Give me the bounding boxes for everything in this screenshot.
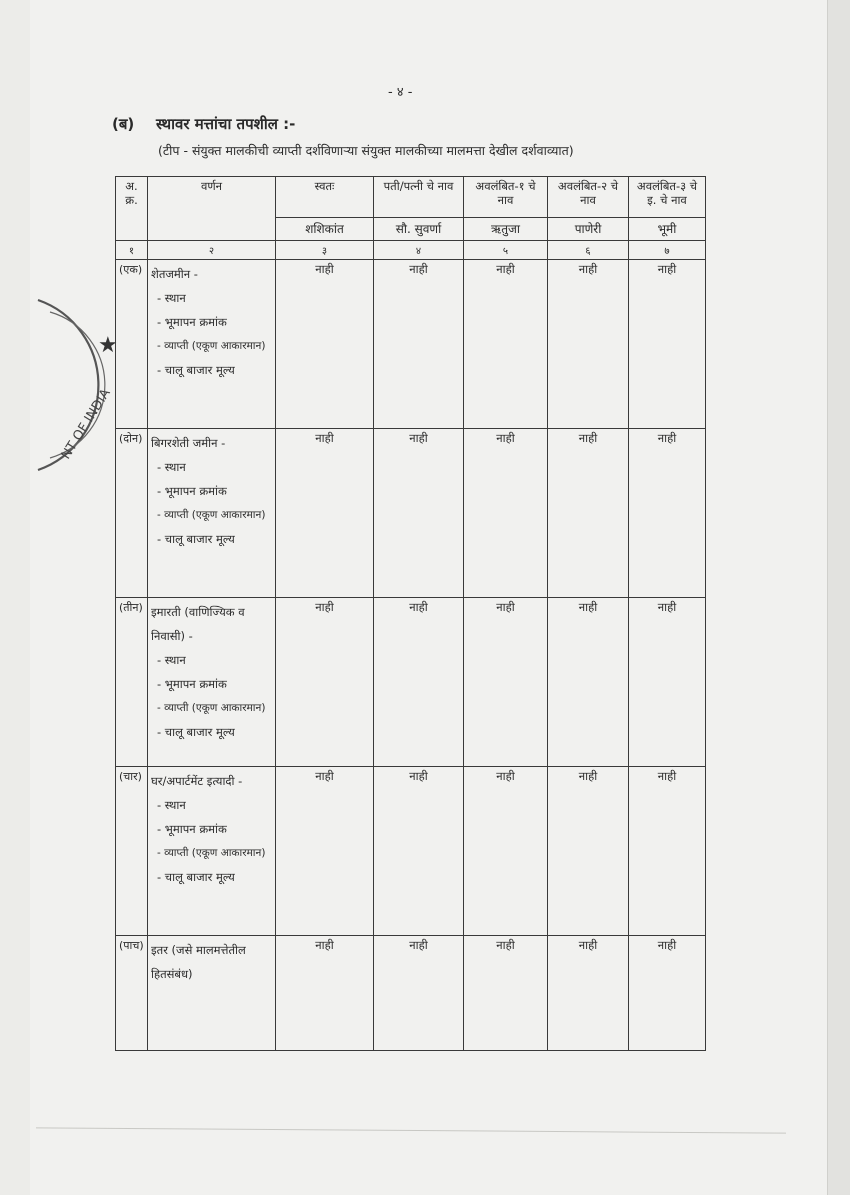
official-stamp (28, 290, 124, 480)
row-serial: (दोन) (116, 429, 148, 598)
column-number: ६ (548, 241, 629, 260)
value-dependent2: नाही (548, 598, 629, 767)
value-dependent2: नाही (548, 260, 629, 429)
row-description (148, 429, 276, 598)
row-title: शेतजमीन - (151, 267, 198, 281)
value-dependent1: नाही (464, 260, 548, 429)
immovable-assets-table (115, 176, 706, 1051)
column-number: २ (148, 241, 276, 260)
row-title: घर/अपार्टमेंट इत्यादी - (151, 774, 243, 788)
row-description (148, 598, 276, 767)
value-self: नाही (276, 936, 374, 1051)
row-description (148, 767, 276, 936)
table-row (116, 936, 706, 1051)
row-description (148, 260, 276, 429)
row-item: - व्याप्ती (एकूण आकारमान) (157, 702, 266, 714)
header-dependent1: अवलंबित-१ चे नाव (464, 177, 548, 218)
row-description (148, 936, 276, 1051)
section-marker: (ब) (112, 115, 135, 133)
column-number: ७ (629, 241, 706, 260)
row-item: - व्याप्ती (एकूण आकारमान) (157, 847, 266, 859)
scan-right-edge (827, 0, 850, 1195)
value-spouse: नाही (374, 598, 464, 767)
row-title: इमारती (वाणिज्यिक व निवासी) - (151, 605, 245, 643)
section-title: स्थावर मत्तांचा तपशील :- (156, 115, 296, 133)
value-dependent3: नाही (629, 598, 706, 767)
value-dependent1: नाही (464, 429, 548, 598)
row-serial: (एक) (116, 260, 148, 429)
value-self: नाही (276, 429, 374, 598)
value-self: नाही (276, 260, 374, 429)
header-dependent2: अवलंबित-२ चे नाव (548, 177, 629, 218)
column-number: १ (116, 241, 148, 260)
table-header-row (116, 177, 706, 218)
header-description: वर्णन (148, 177, 276, 241)
row-item: - भूमापन क्रमांक (157, 484, 227, 498)
value-spouse: नाही (374, 429, 464, 598)
header-dependent3: अवलंबित-३ चे इ. चे नाव (629, 177, 706, 218)
row-item: - व्याप्ती (एकूण आकारमान) (157, 509, 266, 521)
row-item: - स्थान (157, 291, 186, 305)
value-spouse: नाही (374, 260, 464, 429)
scan-fold-line (36, 1127, 786, 1133)
row-item: - चालू बाजार मूल्य (157, 532, 235, 546)
scan-left-edge (0, 0, 30, 1195)
value-dependent3: नाही (629, 936, 706, 1051)
table-row (116, 260, 706, 429)
section-note: (टीप - संयुक्त मालकीची व्याप्ती दर्शविणाऱ्या संयुक्त मालकीच्या मालमत्ता देखील दर्शवाव्यात) (158, 143, 574, 158)
column-number-row (116, 241, 706, 260)
row-item: - चालू बाजार मूल्य (157, 363, 235, 377)
name-dependent2: पाणेरी (548, 218, 629, 241)
value-spouse: नाही (374, 767, 464, 936)
value-dependent3: नाही (629, 260, 706, 429)
header-serial: अ. क्र. (116, 177, 148, 241)
row-item: - भूमापन क्रमांक (157, 315, 227, 329)
row-serial: (चार) (116, 767, 148, 936)
table-row (116, 429, 706, 598)
column-number: ५ (464, 241, 548, 260)
value-dependent3: नाही (629, 429, 706, 598)
header-spouse: पती/पत्नी चे नाव (374, 177, 464, 218)
row-item: - स्थान (157, 460, 186, 474)
name-spouse: सौ. सुवर्णा (374, 218, 464, 241)
name-self: शशिकांत (276, 218, 374, 241)
row-item: - स्थान (157, 798, 186, 812)
value-self: नाही (276, 598, 374, 767)
column-number: ४ (374, 241, 464, 260)
value-self: नाही (276, 767, 374, 936)
row-serial: (तीन) (116, 598, 148, 767)
value-dependent1: नाही (464, 936, 548, 1051)
row-serial: (पाच) (116, 936, 148, 1051)
value-spouse: नाही (374, 936, 464, 1051)
row-title: बिगरशेती जमीन - (151, 436, 226, 450)
svg-text:NT OF INDIA: NT OF INDIA (58, 386, 114, 463)
row-item: - भूमापन क्रमांक (157, 677, 227, 691)
name-dependent1: ऋतुजा (464, 218, 548, 241)
svg-text:★: ★ (98, 333, 118, 358)
value-dependent2: नाही (548, 767, 629, 936)
value-dependent2: नाही (548, 936, 629, 1051)
row-item: - चालू बाजार मूल्य (157, 725, 235, 739)
value-dependent1: नाही (464, 598, 548, 767)
value-dependent2: नाही (548, 429, 629, 598)
value-dependent3: नाही (629, 767, 706, 936)
row-item: - व्याप्ती (एकूण आकारमान) (157, 340, 266, 352)
name-dependent3: भूमी (629, 218, 706, 241)
header-self: स्वतः (276, 177, 374, 218)
row-item: - भूमापन क्रमांक (157, 822, 227, 836)
row-title: इतर (जसे मालमत्तेतील हितसंबंध) (151, 943, 246, 981)
value-dependent1: नाही (464, 767, 548, 936)
row-item: - स्थान (157, 653, 186, 667)
row-item: - चालू बाजार मूल्य (157, 870, 235, 884)
page-number: - ४ - (388, 85, 413, 100)
table-row (116, 598, 706, 767)
table-row (116, 767, 706, 936)
column-number: ३ (276, 241, 374, 260)
